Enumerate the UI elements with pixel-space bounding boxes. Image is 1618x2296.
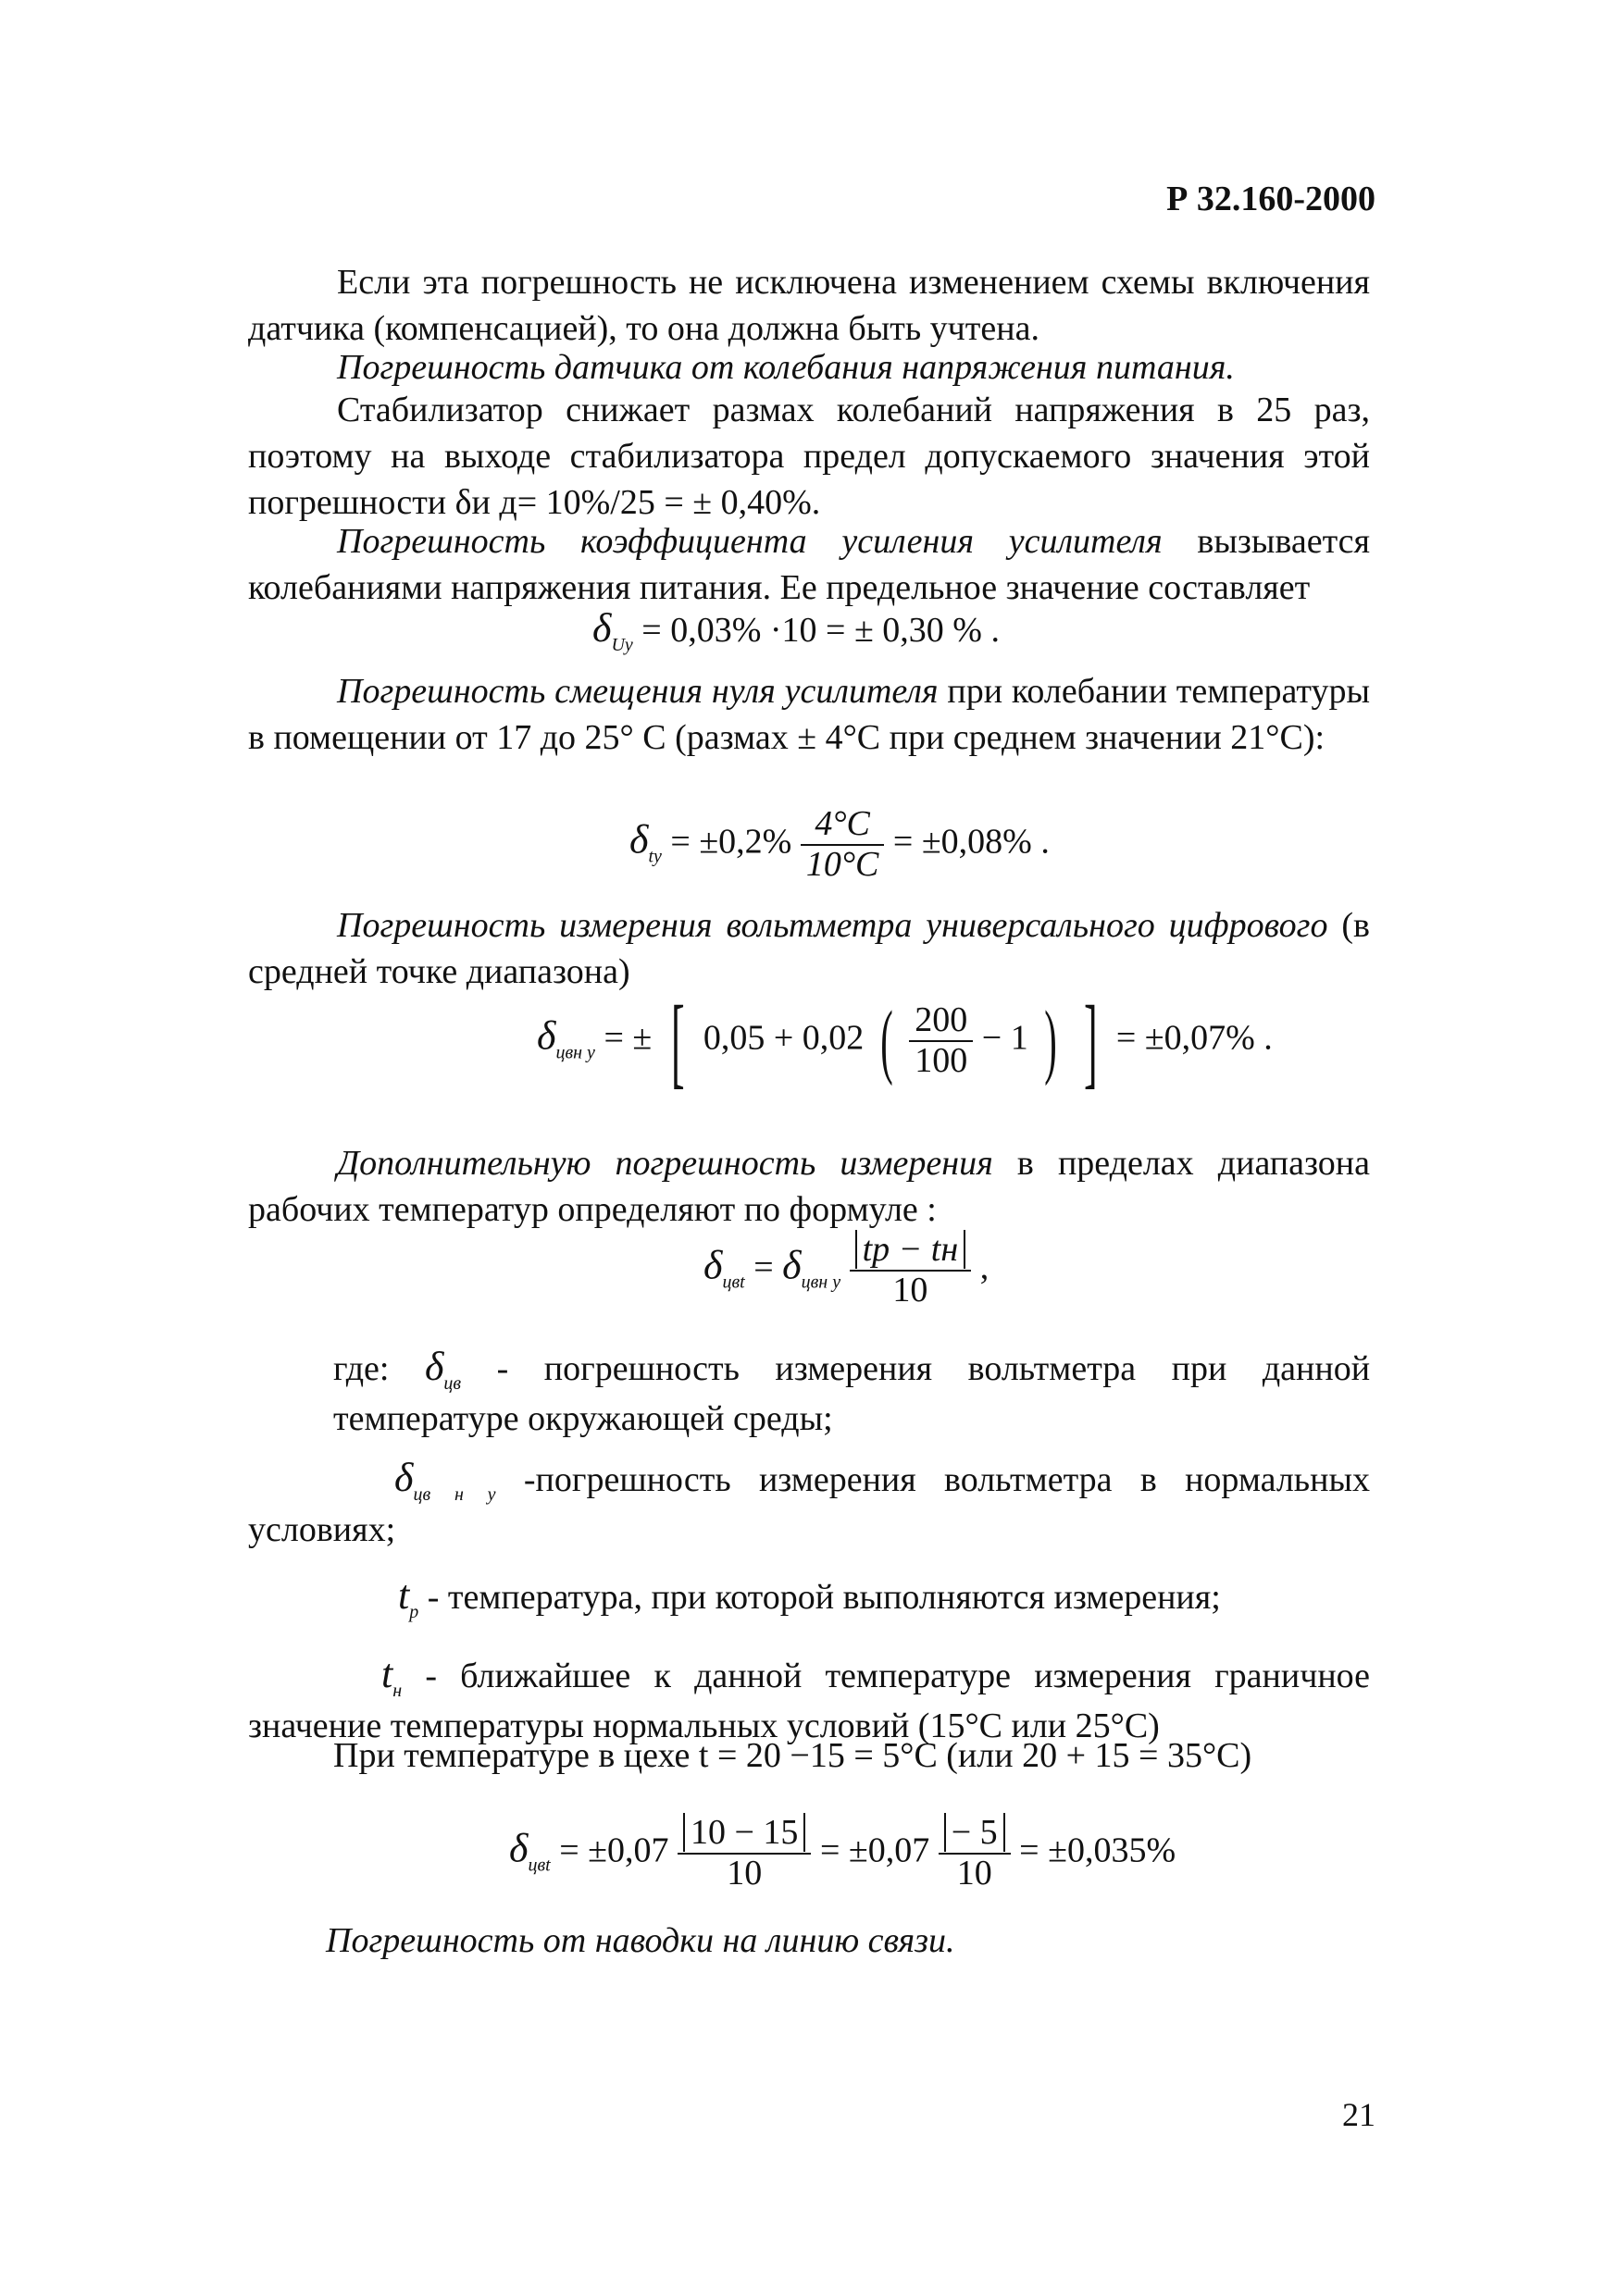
fraction-denominator: 100: [915, 1041, 968, 1080]
fraction-numerator: 4°C: [801, 805, 885, 846]
right-paren: ): [1044, 995, 1057, 1086]
t-subscript: н: [392, 1681, 403, 1701]
delta-symbol: δ: [782, 1242, 802, 1288]
fraction: [909, 1001, 973, 1081]
fraction-numerator: [678, 1814, 811, 1855]
fraction-numerator: 200: [909, 1001, 973, 1042]
paragraph-stabilizer: [248, 387, 1370, 526]
formula-rhs: = ±0,07% .: [1115, 1018, 1273, 1058]
delta-subscript: цв н у: [413, 1484, 496, 1505]
fraction-denominator: 10°C: [805, 844, 879, 884]
document-code: Р 32.160-2000: [1166, 180, 1375, 218]
formula-zero-offset: [629, 805, 1050, 885]
absolute-value: tp − tн: [855, 1230, 966, 1269]
formula-rhs: = ±0,08% .: [892, 822, 1050, 862]
definition-text: - температура, при которой выполняются измерения;: [427, 1578, 1221, 1617]
formula-rhs: = ±0,035%: [1019, 1831, 1176, 1870]
formula-rhs: = 0,03% ·10 = ± 0,30 % .: [641, 611, 1000, 650]
stabilizer-text: Стабилизатор снижает размах колебаний напряжения в 25 раз, поэтому на выходе стабилизатора предел допускаемого значения этой погрешности: [248, 391, 1370, 523]
voltmeter-text: (в средней точке диапазона): [248, 906, 1370, 992]
formula-mid: = ±0,07: [819, 1831, 930, 1870]
formula-shop-error: [509, 1814, 1176, 1893]
delta-symbol: δ: [592, 605, 612, 651]
equals-sign: =: [753, 1247, 774, 1287]
definition-prefix: где:: [333, 1349, 390, 1388]
heading-sensor-error: Погрешность датчика от колебания напряжения питания.: [337, 348, 1235, 387]
paragraph-amplifier-gain: [248, 518, 1370, 611]
formula-lhs: = ±0,2%: [670, 822, 792, 862]
page-number: 21: [1342, 2096, 1375, 2133]
paragraph-voltmeter: [248, 902, 1370, 995]
paragraph-additional-error: [248, 1140, 1370, 1233]
delta-symbol: δ: [629, 816, 649, 863]
right-bracket: ]: [1083, 985, 1098, 1098]
zero-offset-text: при колебании температуры в помещении от 17 до 25° С (размах ± 4°С при среднем значении 21°С):: [248, 672, 1371, 758]
t-symbol: t: [381, 1651, 393, 1696]
delta-subscript: цвн у: [555, 1042, 595, 1063]
left-bracket: [: [670, 985, 685, 1098]
fraction: [801, 805, 885, 885]
fraction: [850, 1231, 972, 1310]
stabilizer-formula: δи д= 10%/25 = ± 0,40%.: [454, 483, 821, 523]
definition-tp: [398, 1569, 1370, 1624]
fraction: [939, 1814, 1011, 1893]
delta-subscript: tу: [648, 846, 662, 867]
delta-subscript: цв: [443, 1373, 462, 1394]
definition-text: - ближайшее к данной температуре измерения граничное значение температуры нормальных условий (15°С или 25°С): [248, 1657, 1370, 1746]
t-symbol: t: [398, 1572, 410, 1618]
formula-additional-error: [703, 1231, 989, 1310]
fraction-numerator: [850, 1231, 972, 1272]
formula-tail: ,: [979, 1247, 989, 1287]
formula-lhs: = ±: [604, 1018, 653, 1058]
formula-lhs: = ±0,07: [559, 1831, 669, 1870]
formula-term: 0,05 + 0,02: [703, 1018, 865, 1058]
fraction: [678, 1814, 811, 1893]
delta-subscript: цвн у: [801, 1272, 841, 1293]
definition-delta-cv: [333, 1340, 1370, 1443]
definition-text: - погрешность измерения вольтметра при данной температуре окружающей среды;: [333, 1349, 1371, 1439]
paragraph-shop-temperature: При температуре в цехе t = 20 −15 = 5°С (или 20 + 15 = 35°С): [333, 1736, 1252, 1775]
left-paren: (: [880, 995, 893, 1086]
additional-error-text: в пределах диапазона рабочих температур определяют по формуле :: [248, 1144, 1371, 1230]
delta-symbol: δ: [537, 1012, 556, 1059]
formula-gain-error: [592, 602, 1000, 657]
formula-voltmeter-error: [537, 985, 1273, 1098]
paragraph-compensation: Если эта погрешность не исключена изменением схемы включения датчика (компенсацией), то она должна быть учтена.: [248, 263, 1370, 349]
fraction-numerator: [939, 1814, 1011, 1855]
absolute-value: − 5: [944, 1813, 1005, 1852]
additional-error-term: Дополнительную погрешность измерения: [337, 1144, 993, 1183]
absolute-value: 10 − 15: [683, 1813, 805, 1852]
formula-term: − 1: [981, 1018, 1028, 1058]
fraction-denominator: 10: [727, 1853, 763, 1893]
delta-symbol: δ: [394, 1455, 414, 1500]
fraction-denominator: 10: [956, 1853, 992, 1893]
definition-text: -погрешность измерения вольтметра в нормальных условиях;: [248, 1460, 1370, 1550]
definition-delta-cv-normal: [248, 1451, 1370, 1554]
delta-symbol: δ: [424, 1344, 444, 1389]
paragraph-zero-offset: [248, 668, 1370, 761]
delta-subscript: цвt: [722, 1272, 745, 1293]
amplifier-gain-term: Погрешность коэффициента усиления усилителя: [337, 522, 1163, 561]
fraction-denominator: 10: [892, 1270, 928, 1309]
heading-line-interference: Погрешность от наводки на линию связи.: [326, 1921, 955, 1960]
delta-symbol: δ: [509, 1825, 529, 1871]
voltmeter-term: Погрешность измерения вольтметра универсального цифрового: [337, 906, 1328, 945]
amplifier-gain-text: вызывается колебаниями напряжения питания. Ее предельное значение составляет: [248, 522, 1370, 608]
delta-subscript: Uу: [611, 635, 633, 655]
delta-subscript: цвt: [528, 1855, 551, 1876]
zero-offset-term: Погрешность смещения нуля усилителя: [337, 672, 939, 711]
t-subscript: p: [409, 1602, 419, 1622]
delta-symbol: δ: [703, 1242, 723, 1288]
